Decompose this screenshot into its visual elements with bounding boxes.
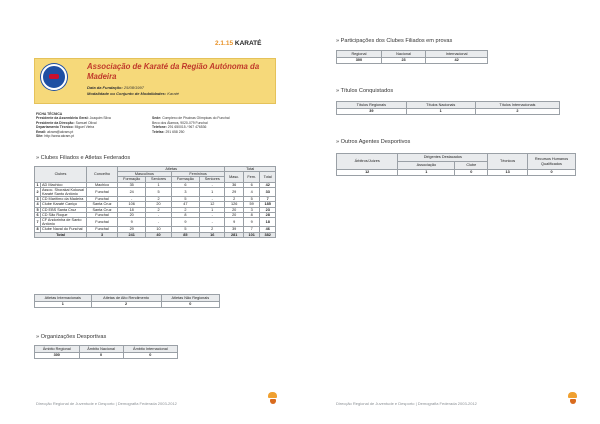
participacoes-section-title: » Participações dos Clubes Filiados em provas <box>336 38 453 44</box>
col-masc: Masc. <box>225 172 244 182</box>
association-box <box>34 58 276 104</box>
modality-value: Karaté <box>167 91 180 96</box>
atletas-table: Atletas Internacionais Atletas de Alto Rendimento Atletas Não Regionais 1 2 0 <box>34 294 220 308</box>
table-row: 1 AD Machico Machico 35 1 6 - 36 6 42 <box>35 182 276 187</box>
table-row: 6 CD São Roque Funchal 20 - 8 - 20 8 28 <box>35 212 276 217</box>
col-concelho: Concelho <box>87 167 118 183</box>
clubes-section-title: » Clubes Filiados e Atletas Federados <box>36 155 131 161</box>
chapter-title: KARATÉ <box>234 40 262 47</box>
chapter-header <box>215 40 262 47</box>
ficha-line: Site: http://www.akram.pt <box>36 134 75 139</box>
ficha-line: Sede: Complexo de Piscinas Olímpicas do Funchal <box>152 116 230 121</box>
titulos-section-title: » Títulos Conquistados <box>336 88 394 94</box>
col-femininos: Femininos <box>171 172 225 177</box>
ficha-right-column <box>152 116 229 134</box>
col-recursos-humanos: Recursos Humanos Qualificados <box>528 154 576 170</box>
col-ambito-internacional: Âmbito Internacional <box>123 346 177 353</box>
col-ambito-nacional: Âmbito Nacional <box>79 346 123 353</box>
col-f-seniores: Seniores <box>200 177 225 182</box>
table-row: 8 Clube Naval do Funchal Funchal 29 10 5 2 39 7 46 <box>35 227 276 232</box>
founded-line <box>87 85 144 90</box>
col-internacional: Internacional <box>426 51 488 58</box>
col-clube: Clube <box>455 162 488 170</box>
col-nacional: Nacional <box>381 51 425 58</box>
founded-value: 25/08/1997 <box>123 85 144 90</box>
table-row: 2 Assoc. Shorakai Kokusai Karaté Santo António Funchal 24 5 3 1 29 4 33 <box>35 187 276 196</box>
col-associacao: Associação <box>398 162 455 170</box>
table-row: 7 CF Andorinha de Santo António Funchal 9 - 9 - 9 9 18 <box>35 218 276 227</box>
col-atletas-nao-regionais: Atletas Não Regionais <box>161 295 219 302</box>
total-row: Total 3 241 40 85 16 281 101 382 <box>35 232 276 237</box>
ficha-heading: FICHA TÉCNICA <box>36 112 63 116</box>
clubes-table-body <box>35 182 276 232</box>
col-clubes: Clubes <box>35 167 87 183</box>
right-footer: Direcção Regional de Juventude e Desporto | Demografia Federada 2003-2012 <box>336 401 477 406</box>
ficha-line: Beco dos Álamos, 9020-079 Funchal <box>152 120 208 125</box>
col-arbitros: Árbitros/Juízes <box>337 154 398 170</box>
col-titulos-internacionais: Títulos Internacionais <box>475 102 559 109</box>
table-row: 4 Clube Karaté Caniço Santa Cruz 106 20 47 12 126 59 185 <box>35 202 276 207</box>
col-masculinos: Masculinos <box>118 172 172 177</box>
right-page <box>300 0 600 424</box>
ficha-line: Telefax: 291 658 250 <box>152 129 185 134</box>
clubes-table <box>34 166 276 238</box>
founded-label: Data da Fundação: <box>87 85 123 90</box>
table-row: 3 CD Marítimo da Madeira Funchal - 2 5 - 2 5 7 <box>35 197 276 202</box>
drjd-logo-icon <box>568 392 577 405</box>
modality-line <box>87 91 179 96</box>
col-titulos-regionais: Títulos Regionais <box>337 102 407 109</box>
col-m-formacao: Formação <box>118 177 146 182</box>
col-total2: Total <box>260 172 276 182</box>
col-tecnicos: Técnicos <box>488 154 528 170</box>
col-atletas-alto-rendimento: Atletas de Alto Rendimento <box>91 295 161 302</box>
col-atletas-internacionais: Atletas Internacionais <box>35 295 92 302</box>
left-footer: Direcção Regional de Juventude e Desporto | Demografia Federada 2003-2012 <box>36 401 177 406</box>
col-m-seniores: Seniores <box>146 177 171 182</box>
ficha-line: Presidente da Direcção: Samuel Olival <box>36 120 97 125</box>
org-section-title: » Organizações Desportivas <box>36 334 107 340</box>
col-dirigentes: Dirigentes Destacados <box>398 154 488 162</box>
table-row: 5 CD EBS Santa Cruz Santa Cruz 18 2 2 1 20 3 23 <box>35 207 276 212</box>
participacoes-table: Regional Nacional Internacional 300 23 42 <box>336 50 488 64</box>
chapter-number: 2.1.15 <box>215 40 234 47</box>
ficha-line: Telefone: 291 650015 / 967 476536 <box>152 125 207 130</box>
org-table: Âmbito Regional Âmbito Nacional Âmbito Internacional 300 0 0 <box>34 345 178 359</box>
col-total: Total <box>225 167 276 172</box>
ficha-line: Presidente da Assembleia Geral: Joaquim Silva <box>36 116 111 121</box>
col-atletas: Atletas <box>118 167 225 172</box>
ficha-line: Departamento Técnico: Miguel Vieira <box>36 125 95 130</box>
ficha-line: Email: akram@akram.pt <box>36 129 74 134</box>
agentes-table: Árbitros/Juízes Dirigentes Destacados Técnicos Recursos Humanos Qualificados Associação Clube 12 1 0 13 0 <box>336 153 576 176</box>
agentes-section-title: » Outros Agentes Desportivos <box>336 139 411 145</box>
association-logo-icon <box>41 64 67 90</box>
titulos-table: Títulos Regionais Títulos Nacionais Títulos Internacionais 39 1 2 <box>336 101 560 115</box>
association-name: Associação de Karaté da Região Autónoma da Madeira <box>87 62 260 81</box>
col-regional: Regional <box>337 51 382 58</box>
col-ambito-regional: Âmbito Regional <box>35 346 80 353</box>
drjd-logo-icon <box>268 392 277 405</box>
col-fem: Fem. <box>243 172 259 182</box>
modality-label: Modalidade ou Conjunto de Modalidades: <box>87 91 167 96</box>
ficha-left-column <box>36 112 111 138</box>
col-f-formacao: Formação <box>171 177 199 182</box>
col-titulos-nacionais: Títulos Nacionais <box>406 102 475 109</box>
